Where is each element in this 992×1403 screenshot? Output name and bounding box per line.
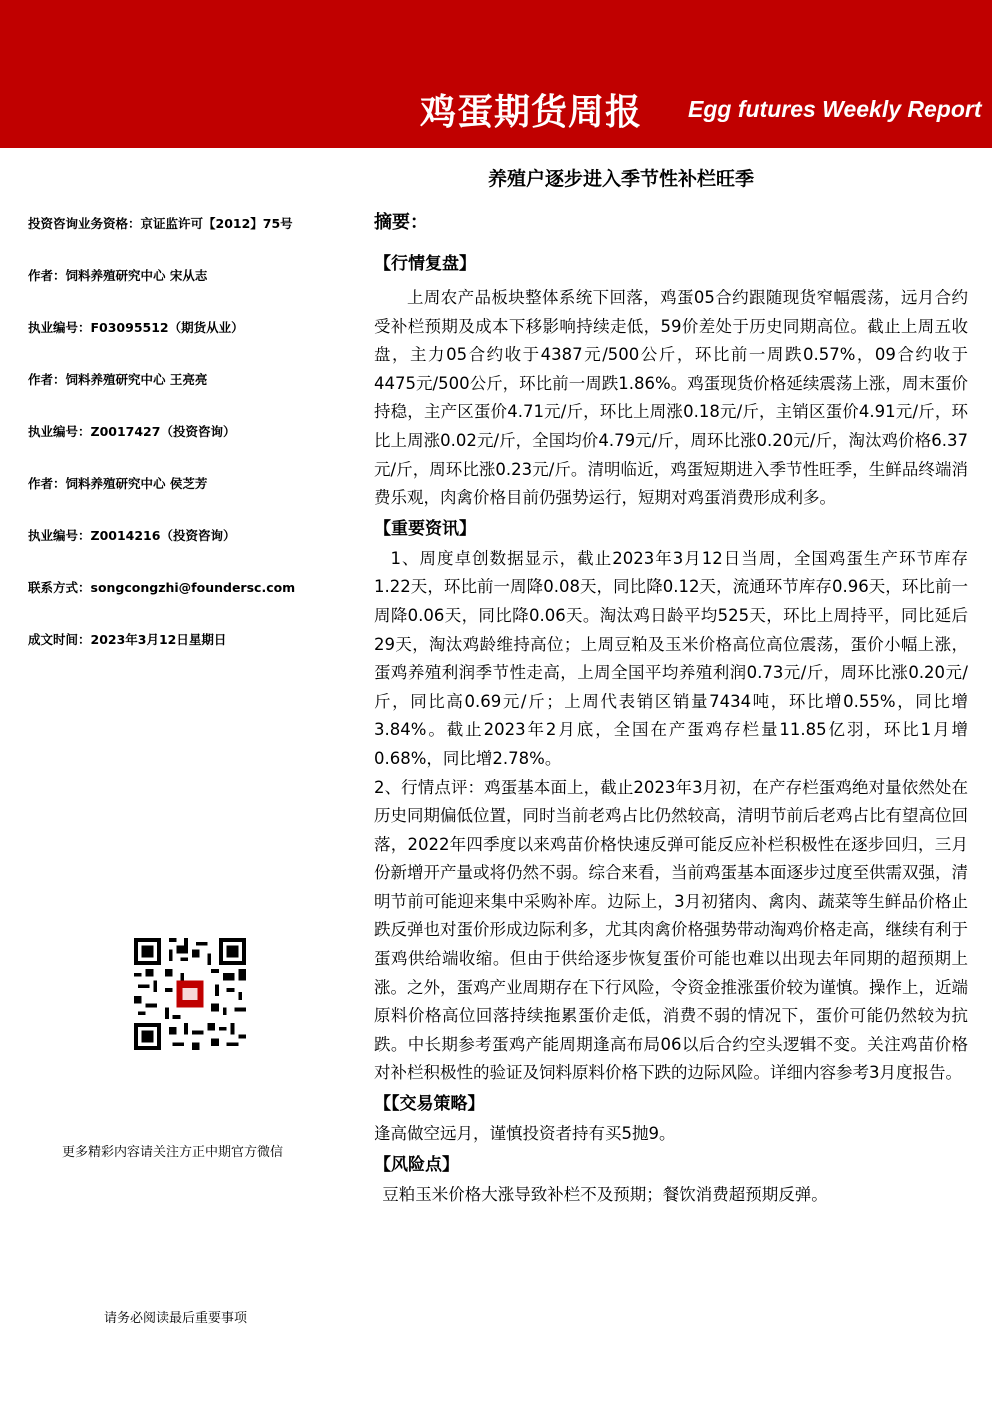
document-title: 养殖户逐步进入季节性补栏旺季 bbox=[488, 168, 755, 190]
qr-code-image bbox=[134, 938, 246, 1050]
author-line: 作者：饲料养殖研究中心 侯芝芳 bbox=[28, 476, 208, 491]
date-line: 成文时间：2023年3月12日星期日 bbox=[28, 632, 227, 647]
market-review-paragraph: 上周农产品板块整体系统下回落，鸡蛋05合约跟随现货窄幅震荡，远月合约受补栏预期及成本下移影响持续走低，59价差处于历史同期高位。截止上周五收盘，主力05合约收于4387元/500公斤，环比前一周跌0.57%，09合约收于4475元/500公斤，环比前一周跌1.86%。鸡蛋现货价格延续震荡上涨，周末蛋价持稳，主产区蛋价4.71元/斤，环比上周涨0.18元/斤，主销区蛋价4.91元/斤，环比上周涨0.02元/斤，全国均价4.79元/斤，周环比涨0.20元/斤，淘汰鸡价格6.37元/斤，周环比涨0.23元/斤。清明临近，鸡蛋短期进入季节性旺季，生鲜品终端消费乐观，肉禽价格目前仍强势运行，短期对鸡蛋消费形成利多。 bbox=[374, 288, 968, 508]
risk-paragraph: 豆粕玉米价格大涨导致补栏不及预期；餐饮消费超预期反弹。 bbox=[382, 1184, 828, 1204]
header-banner bbox=[0, 0, 992, 148]
news-paragraph-2: 2、行情点评：鸡蛋基本面上，截止2023年3月初，在产存栏蛋鸡绝对量依然处在历史同期偏低位置，同时当前老鸡占比仍然较高，清明节前后老鸡占比有望高位回落，2022年四季度以来鸡苗价格快速反弹可能反应补栏积极性在逐步回归，三月份新增开产量或将仍然不弱。综合来看，当前鸡蛋基本面逐步过度至供需双强，清明节前可能迎来集中采购补库。边际上，3月初猪肉、禽肉、蔬菜等生鲜品价格止跌反弹也对蛋价形成边际利多，尤其肉禽价格强势带动淘鸡价格走高，继续有利于蛋鸡供给端收缩。但由于供给逐步恢复蛋价可能也难以出现去年同期的超预期上涨。之外，蛋鸡产业周期存在下行风险，令资金推涨蛋价较为谨慎。操作上，近端原料价格高位回落持续拖累蛋价走低，消费不弱的情况下，蛋价可能仍然较为抗跌。中长期参考蛋鸡产能周期逢高布局06以后合约空头逻辑不变。关注鸡苗价格对补栏积极性的验证及饲料原料价格下跌的边际风险。详细内容参考3月度报告。 bbox=[374, 777, 968, 1083]
qualification-line: 投资咨询业务资格：京证监许可【2012】75号 bbox=[28, 216, 293, 231]
qr-caption: 更多精彩内容请关注方正中期官方微信 bbox=[62, 1145, 284, 1160]
news-paragraph-1: 1、周度卓创数据显示，截止2023年3月12日当周，全国鸡蛋生产环节库存1.22天，环比前一周降0.08天，同比降0.12天，流通环节库存0.96天，环比前一周降0.06天，同比降0.06天。淘汰鸡日龄平均525天，环比上周持平，同比延后29天，淘汰鸡龄维持高位；上周豆粕及玉米价格高位高位震荡，蛋价小幅上涨，蛋鸡养殖利润季节性走高，上周全国平均养殖利润0.73元/斤，周环比涨0.20元/斤，同比高0.69元/斤；上周代表销区销量7434吨，环比增0.55%，同比增3.84%。截止2023年2月底，全国在产蛋鸡存栏量11.85亿羽，环比1月增0.68%，同比增2.78%。 bbox=[374, 548, 968, 768]
market-review-heading: 【行情复盘】 bbox=[374, 254, 476, 274]
report-body bbox=[374, 206, 968, 1209]
summary-heading: 摘要： bbox=[374, 212, 428, 233]
contact-line: 联系方式：songcongzhi@foundersc.com bbox=[28, 580, 296, 595]
news-heading: 【重要资讯】 bbox=[374, 518, 476, 539]
author-line: 作者：饲料养殖研究中心 宋从志 bbox=[28, 268, 208, 283]
disclaimer-note: 请务必阅读最后重要事项 bbox=[104, 1311, 248, 1326]
license-line: 执业编号：Z0014216（投资咨询） bbox=[28, 528, 236, 543]
license-line: 执业编号：F03095512（期货从业） bbox=[28, 320, 244, 335]
report-title-cn: 鸡蛋期货周报 bbox=[420, 92, 643, 133]
author-line: 作者：饲料养殖研究中心 王亮亮 bbox=[28, 372, 208, 387]
report-title-en: Egg futures Weekly Report bbox=[688, 96, 982, 122]
strategy-paragraph: 逢高做空远月，谨慎投资者持有买5抛9。 bbox=[374, 1124, 676, 1144]
license-line: 执业编号：Z0017427（投资咨询） bbox=[28, 424, 236, 439]
strategy-heading: 【【交易策略】 bbox=[374, 1094, 485, 1115]
risk-heading: 【风险点】 bbox=[374, 1154, 459, 1175]
